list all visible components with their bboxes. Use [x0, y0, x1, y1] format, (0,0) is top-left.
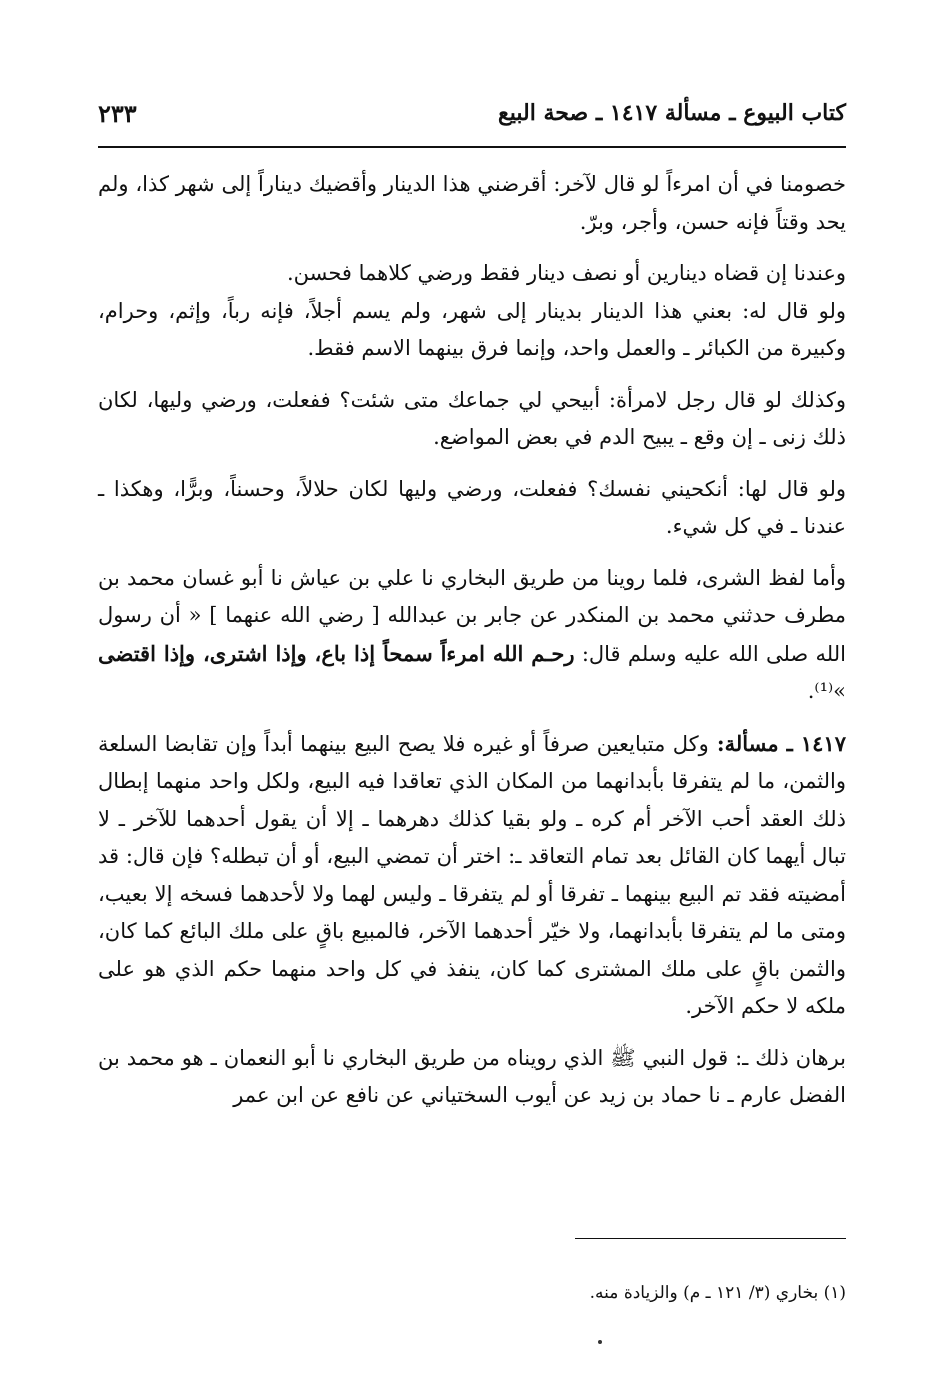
page-header — [98, 88, 846, 138]
page-body — [98, 166, 846, 1129]
paragraph-2: وعندنا إن قضاه دينارين أو نصف دينار فقط ورضي كلاهما فحسن. — [286, 261, 846, 285]
paragraph-5: ولو قال لها: أنكحيني نفسك؟ ففعلت، ورضي وليها لكان حلالاً، وحسناً، وبرًّا، وهكذا ـ عندنا ـ في كل شيء. — [98, 476, 846, 538]
hadith-quote: رحـم الله امرءاً سمحاً إذا باع، وإذا اشترى، وإذا اقتضى — [98, 640, 575, 666]
paragraph-7 — [98, 725, 846, 1026]
paragraph-3: ولو قال له: بعني هذا الدينار بدينار إلى شهر، ولم يسم أجلاً، فإنه رباً، وإثم، وحرام، وكبيرة من الكبائر ـ والعمل واحد، وإنما فرق بينهما الاسم فقط. — [98, 298, 846, 360]
paragraph-1: خصومنا في أن امرءاً لو قال لآخر: أقرضني هذا الدينار وأقضيك ديناراً إلى شهر كذا، ولم يحد وقتاً فإنه حسن، وأجر، وبرّ. — [98, 172, 846, 234]
header-divider — [98, 146, 846, 148]
page-mark — [598, 1340, 602, 1344]
paragraph-6-end: »⁽¹⁾. — [807, 679, 846, 703]
page-number: ٢٣٣ — [98, 98, 137, 128]
footnote-divider — [575, 1238, 846, 1239]
paragraph-8: برهان ذلك ـ: قول النبي ﷺ الذي رويناه من طريق البخاري نا أبو النعمان ـ هو محمد بن الفضل عارم ـ نا حماد بن زيد عن أيوب السختياني عن نافع عن ابن عمر — [98, 1045, 846, 1107]
running-title: كتاب البيوع ـ مسألة ١٤١٧ ـ صحة البيع — [498, 100, 846, 126]
paragraph-6-text: وأما لفظ الشرى، فلما روينا من طريق البخاري نا علي بن عياش نا أبو غسان محمد بن مطرف حدثني محمد بن المنكدر عن جابر بن عبدالله [ رضي الله عنهما ] « أن رسول الله صلى الله عليه وسلم قال: — [98, 565, 846, 666]
footnote: (١) بخاري (٣/ ١٢١ ـ م) والزيادة منه. — [589, 1283, 846, 1303]
issue-heading: ١٤١٧ ـ مسألة: — [708, 730, 846, 756]
paragraph-7-text: وكل متبايعين صرفاً أو غيره فلا يصح البيع بينهما أبداً وإن تقابضا السلعة والثمن، ما لم يتفرقا بأبدانهما من المكان الذي تعاقدا فيه البيع، ولكل واحد منهما إبطال ذلك العقد أحب الآخر أم كره ـ ولو بقيا كذلك دهرهما ـ إلا أن يقول أحدهما للآخر ـ لا تبال أيهما كان القائل بعد تمام التعاقد ـ: اختر أن تمضي البيع، أو أن تبطله؟ فإن قال: قد أمضيته فقد تم البيع بينهما ـ تفرقا أو لم يتفرقا ـ وليس لهما ولا لأحدهما فسخه إلا بعيب، ومتى ما لم يتفرقا بأبدانهما، ولا خيّر أحدهما الآخر، فالمبيع باقٍ على ملك البائع كما كان، والثمن باقٍ على ملك المشترى كما كان، ينفذ في كل واحد منهما حكم الذي هو على ملكه لا حكم الآخر. — [98, 731, 846, 1018]
paragraph-6 — [98, 560, 846, 711]
paragraph-4: وكذلك لو قال رجل لامرأة: أبيحي لي جماعك متى شئت؟ ففعلت، ورضي وليها، لكان ذلك زنى ـ إن وقع ـ يبيح الدم في بعض المواضع. — [98, 387, 846, 449]
